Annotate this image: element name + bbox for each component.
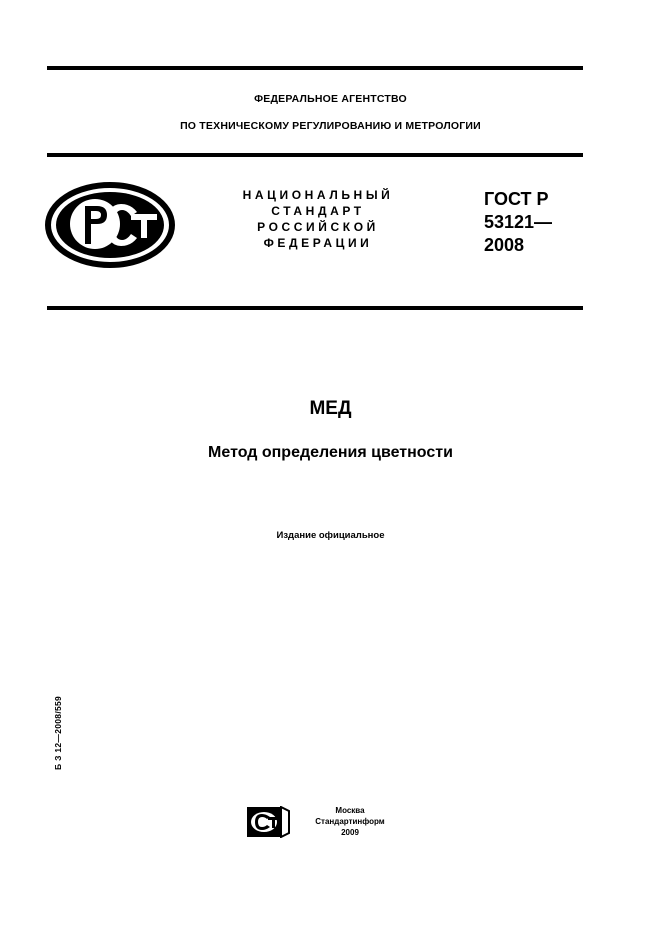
publisher-name: Стандартинформ — [315, 817, 385, 826]
agency-name-line1: ФЕДЕРАЛЬНОЕ АГЕНТСТВО — [254, 93, 407, 105]
edition-note: Издание официальное — [276, 530, 385, 541]
side-registration-note: Б З 12—2008/559 — [53, 695, 63, 770]
upper-middle-rule — [47, 153, 583, 157]
standartinform-logo-icon — [246, 806, 290, 838]
designation-line: 53121— — [484, 212, 553, 232]
designation-line: ГОСТ Р — [484, 189, 549, 209]
lower-middle-rule — [47, 306, 583, 310]
publication-year: 2009 — [341, 828, 359, 837]
standard-designation — [484, 188, 552, 257]
national-standard-line: ФЕДЕРАЦИИ — [263, 236, 373, 250]
document-subtitle: Метод определения цветности — [208, 444, 453, 461]
publisher-info — [300, 805, 400, 838]
top-rule — [47, 66, 583, 70]
national-standard-label — [218, 187, 418, 251]
national-standard-line: СТАНДАРТ — [271, 204, 365, 218]
designation-line: 2008 — [484, 235, 525, 255]
agency-name-line2: ПО ТЕХНИЧЕСКОМУ РЕГУЛИРОВАНИЮ И МЕТРОЛОГИИ — [180, 120, 481, 132]
national-standard-line: РОССИЙСКОЙ — [257, 220, 379, 234]
publisher-city: Москва — [335, 806, 365, 815]
rst-logo-icon — [45, 182, 175, 268]
document-title: МЕД — [309, 398, 352, 419]
national-standard-line: НАЦИОНАЛЬНЫЙ — [242, 188, 394, 202]
